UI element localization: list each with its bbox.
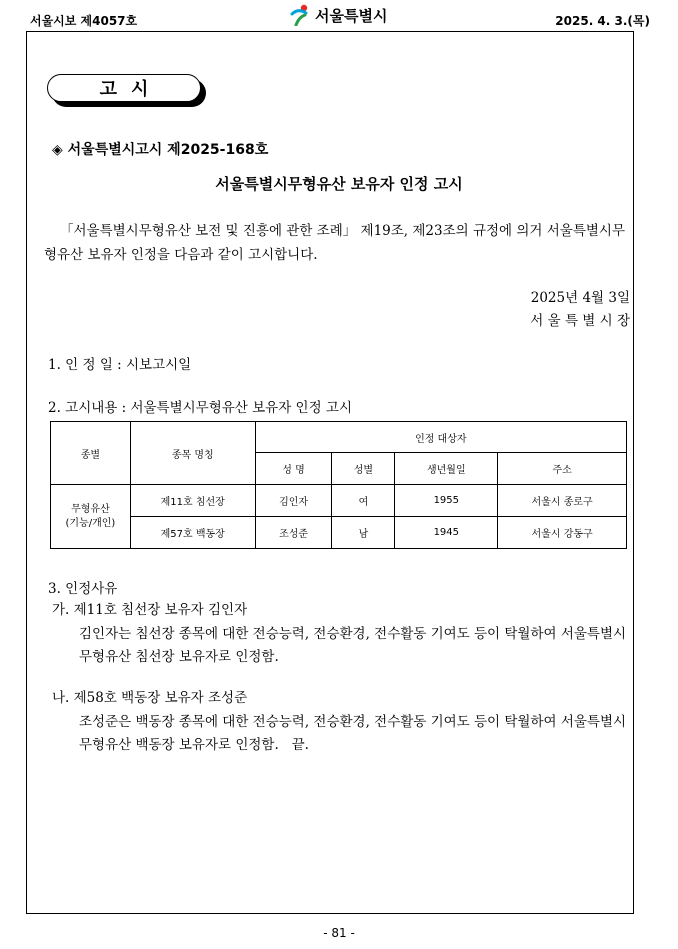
- category-line-2: (기능/개인): [65, 517, 116, 529]
- notice-title: 서울특별시무형유산 보유자 인정 고시: [215, 175, 463, 193]
- table-row: [51, 517, 627, 549]
- cell-birth: 1945: [395, 517, 498, 549]
- th-target: 인정 대상자: [255, 422, 626, 453]
- section-1: 1. 인 정 일 : 시보고시일: [48, 357, 192, 373]
- notice-number: ◈ 서울특별시고시 제2025-168호: [52, 142, 269, 158]
- cell-name: 김인자: [255, 485, 332, 517]
- cell-name: 조성준: [255, 517, 332, 549]
- recognition-table: [50, 421, 627, 549]
- cell-gender: 남: [332, 517, 395, 549]
- signature-block: [530, 287, 630, 333]
- reason-b-line-2: 무형유산 백동장 보유자로 인정함. 끝.: [79, 737, 309, 753]
- cell-item: 제11호 침선장: [130, 485, 255, 517]
- reason-a-title: 가. 제11호 침선장 보유자 김인자: [52, 602, 248, 618]
- reason-b-title: 나. 제58호 백동장 보유자 조성준: [52, 690, 248, 706]
- category-line-1: 무형유산: [71, 503, 110, 515]
- category-cell: [51, 485, 131, 549]
- body-line-1: 「서울특별시무형유산 보전 및 진흥에 관한 조례」 제19조, 제23조의 규정에 의거 서울특별시무: [60, 223, 625, 239]
- cell-gender: 여: [332, 485, 395, 517]
- notice-date: 2025년 4월 3일: [530, 290, 630, 306]
- notice-body: [44, 219, 632, 267]
- badge-label: 고시: [47, 74, 201, 102]
- table-header-row: [51, 422, 627, 453]
- body-line-2: 형유산 보유자 인정을 다음과 같이 고시합니다.: [44, 247, 318, 263]
- cell-item: 제57호 백동장: [130, 517, 255, 549]
- publication-date: 2025. 4. 3.(목): [555, 14, 650, 28]
- section-3-heading: 3. 인정사유: [48, 581, 118, 597]
- th-name: 성 명: [255, 453, 332, 485]
- th-gender: 성별: [332, 453, 395, 485]
- reason-b-line-1: 조성준은 백동장 종목에 대한 전승능력, 전승환경, 전수활동 기여도 등이 탁월하여 서울특별시: [79, 714, 627, 730]
- th-item: 종목 명칭: [130, 422, 255, 485]
- authority: 서 울 특 별 시 장: [530, 313, 630, 329]
- th-category: 종별: [51, 422, 131, 485]
- reason-a-line-2: 무형유산 침선장 보유자로 인정함.: [79, 649, 279, 665]
- table-row: [51, 485, 627, 517]
- cell-birth: 1955: [395, 485, 498, 517]
- seoul-logo-icon: [290, 4, 312, 26]
- cell-address: 서울시 강동구: [498, 517, 627, 549]
- reason-a-line-1: 김인자는 침선장 종목에 대한 전승능력, 전승환경, 전수활동 기여도 등이 탁월하여 서울특별시: [79, 626, 627, 642]
- logo-text: 서울특별시: [315, 6, 388, 25]
- seoul-logo: [290, 4, 387, 26]
- gazette-issue: 서울시보 제4057호: [30, 14, 138, 28]
- page-number: - 81 -: [323, 926, 355, 940]
- cell-address: 서울시 종로구: [498, 485, 627, 517]
- th-birth: 생년월일: [395, 453, 498, 485]
- notice-badge: [47, 74, 205, 106]
- th-address: 주소: [498, 453, 627, 485]
- section-2: 2. 고시내용 : 서울특별시무형유산 보유자 인정 고시: [48, 400, 352, 416]
